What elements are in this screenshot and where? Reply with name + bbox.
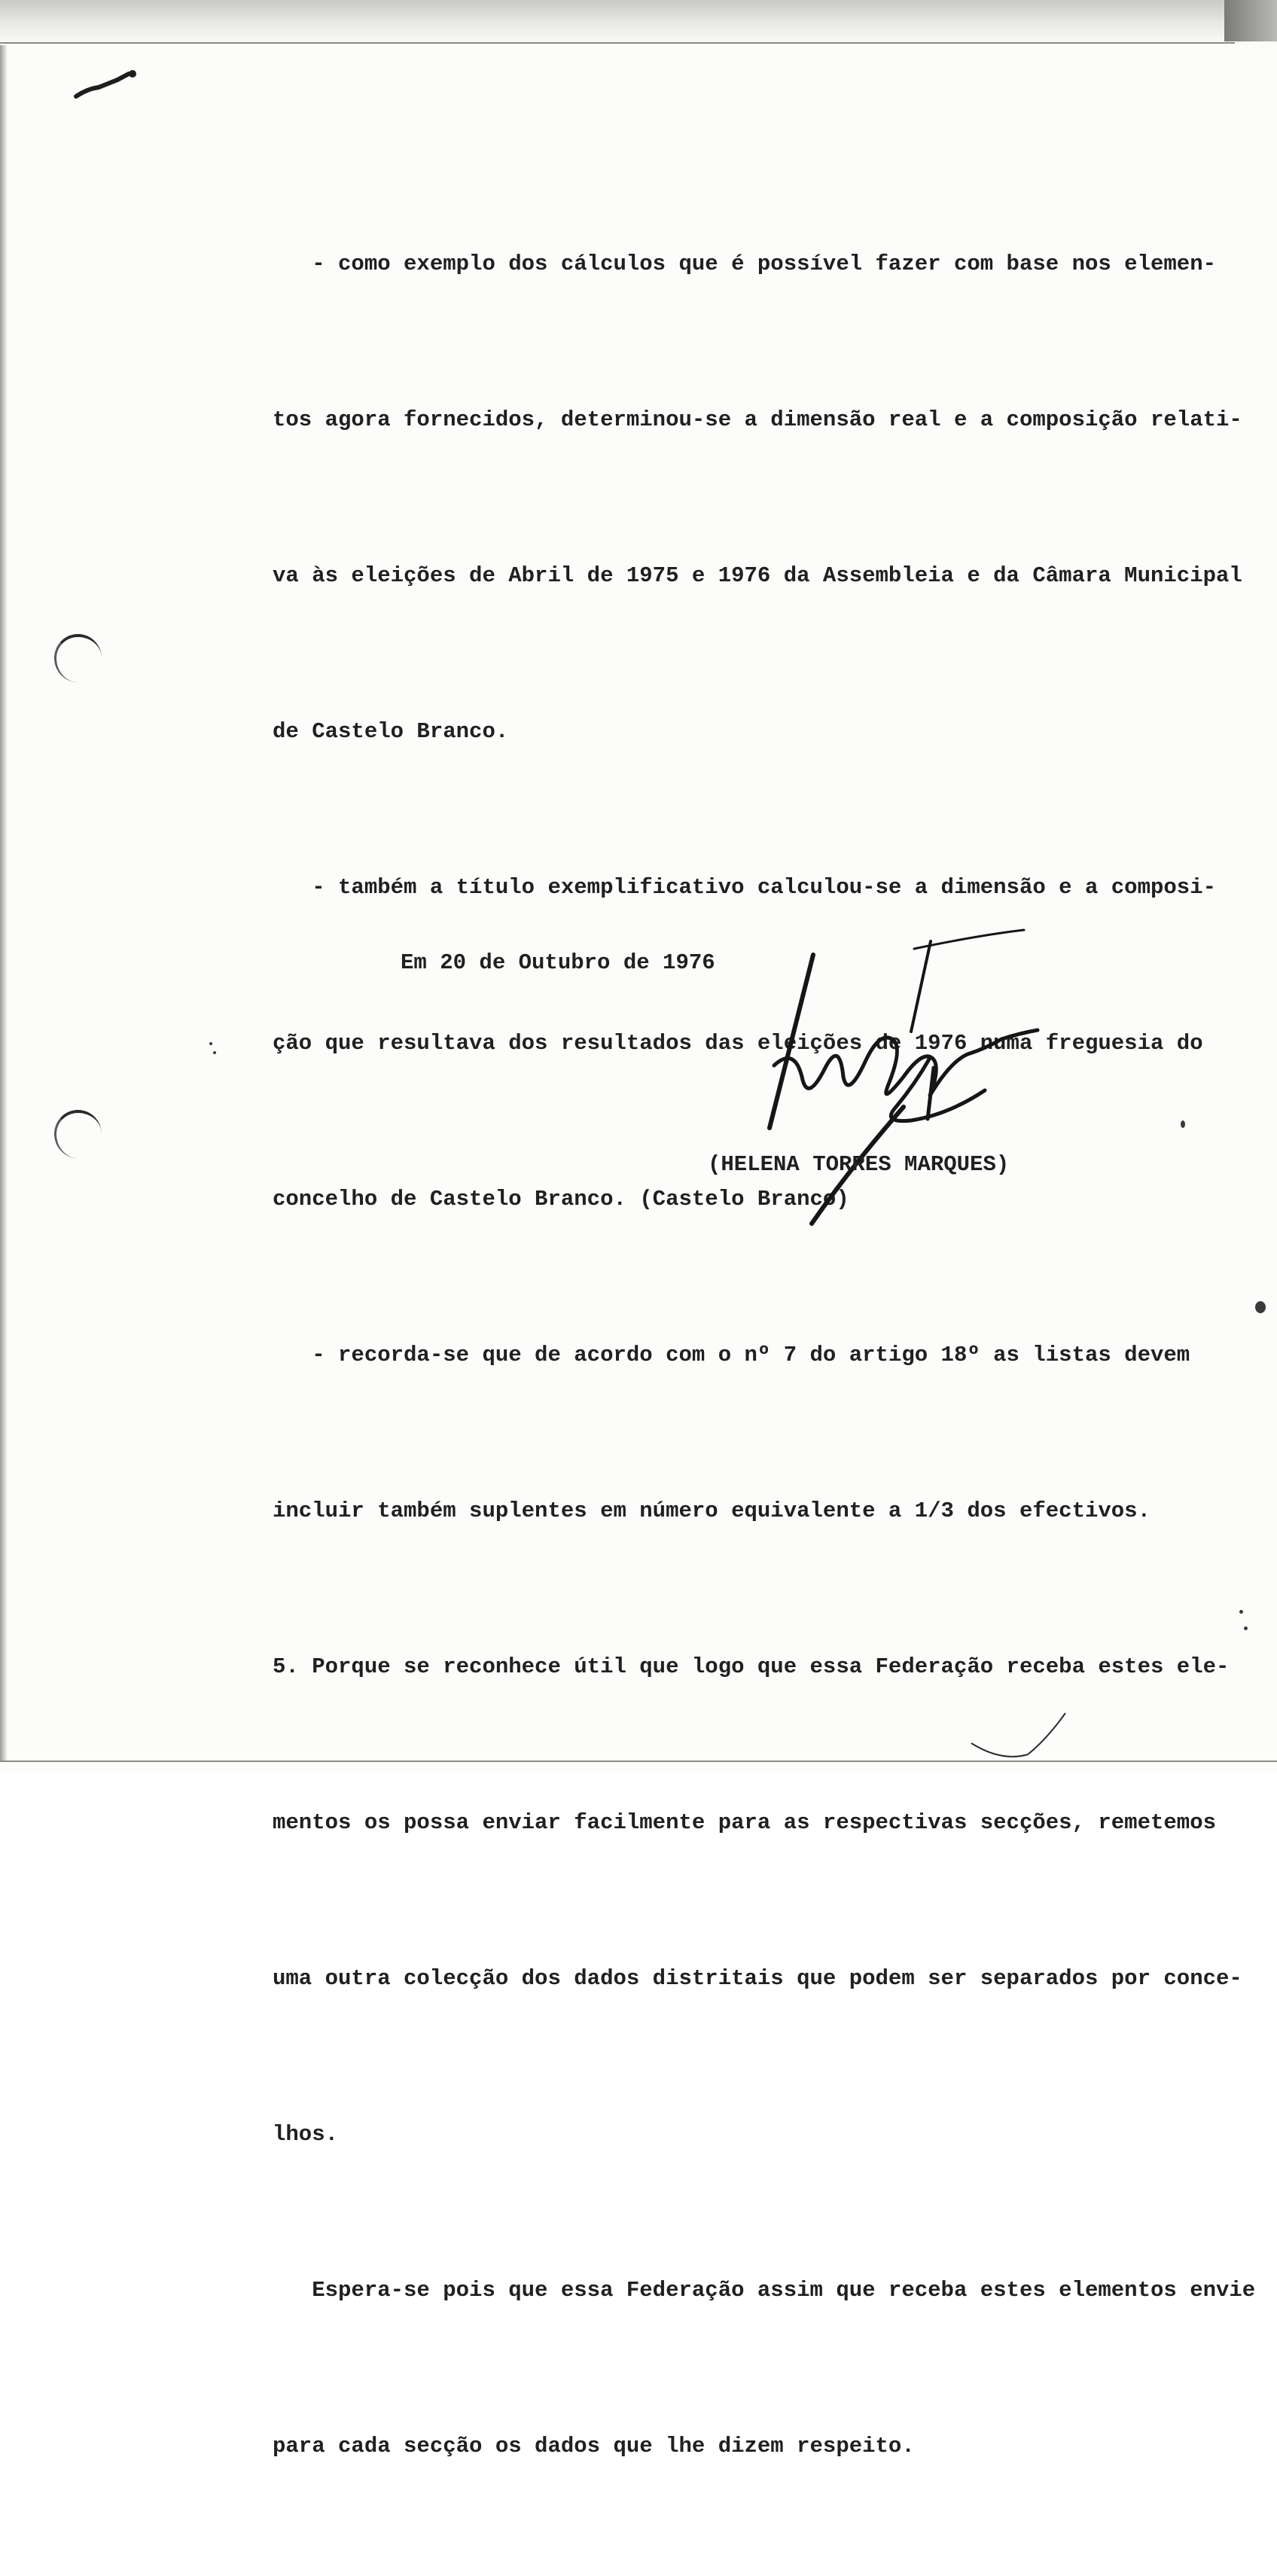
- body-line: va às eleições de Abril de 1975 e 1976 da Assembleia e da Câmara Municipal: [273, 563, 1242, 588]
- body-line: para cada secção os dados que lhe dizem respeito.: [273, 2434, 915, 2459]
- scan-left-edge: [0, 45, 8, 1762]
- body-line: tos agora fornecidos, determinou-se a dimensão real e a composição relati-: [273, 407, 1242, 432]
- scan-top-rule: [0, 42, 1235, 44]
- check-mark-icon: [964, 1709, 1077, 1762]
- handwritten-signature-icon: [753, 926, 1069, 1227]
- body-line: ção que resultava dos resultados das eleições de 1976 numa freguesia do: [273, 1031, 1203, 1056]
- signer-name: (HELENA TORRES MARQUES): [708, 1152, 1010, 1177]
- body-line: incluir também suplentes em número equivalente a 1/3 dos efectivos.: [273, 1498, 1151, 1523]
- ink-speck: [213, 1051, 216, 1054]
- ink-speck: [1181, 1120, 1185, 1128]
- letter-body: [273, 134, 1256, 2576]
- punch-hole-lower: [54, 1110, 102, 1158]
- body-line: uma outra colecção dos dados distritais que podem ser separados por conce-: [273, 1966, 1242, 1991]
- ink-speck: [209, 1042, 212, 1045]
- letter-date: Em 20 de Outubro de 1976: [401, 950, 715, 975]
- body-line: concelho de Castelo Branco. (Castelo Branco): [273, 1187, 849, 1212]
- body-line: mentos os possa enviar facilmente para as respectivas secções, remetemos: [273, 1810, 1217, 1835]
- body-line: Espera-se pois que essa Federação assim que receba estes elementos envie: [273, 2278, 1256, 2303]
- body-line: lhos.: [273, 2122, 339, 2147]
- ink-smudge-icon: [72, 66, 148, 104]
- body-line: - como exemplo dos cálculos que é possível fazer com base nos elemen-: [273, 252, 1217, 276]
- body-line: - também a título exemplificativo calculou-se a dimensão e a composi-: [273, 875, 1217, 900]
- ink-speck: [1239, 1610, 1243, 1614]
- body-line: 5. Porque se reconhece útil que logo que essa Federação receba estes ele-: [273, 1654, 1230, 1679]
- scan-corner-shadow: [1224, 0, 1277, 41]
- ink-speck: [1255, 1301, 1266, 1313]
- body-line: de Castelo Branco.: [273, 719, 509, 744]
- punch-hole-upper: [54, 634, 102, 682]
- scan-top-edge: [0, 0, 1277, 45]
- body-line: - recorda-se que de acordo com o nº 7 do artigo 18º as listas devem: [273, 1343, 1190, 1367]
- ink-speck: [1244, 1626, 1248, 1630]
